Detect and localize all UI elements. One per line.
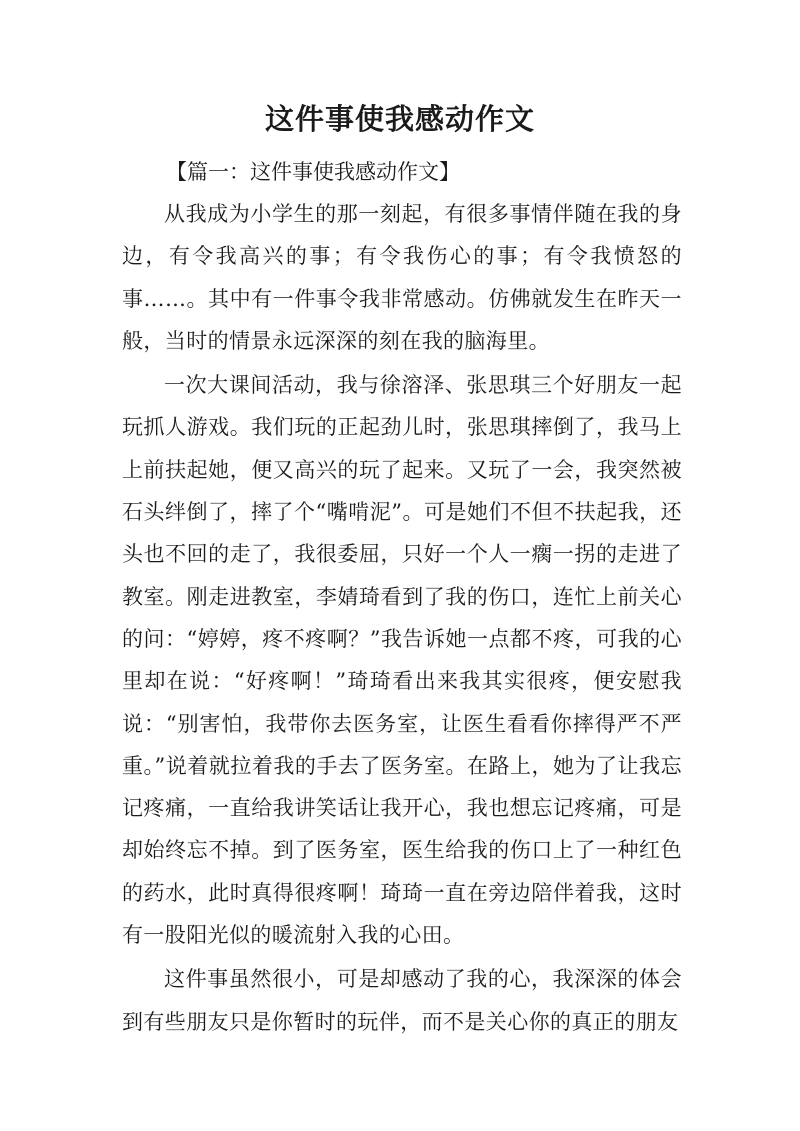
paragraph: 从我成为小学生的那一刻起，有很多事情伴随在我的身边，有令我高兴的事；有令我伤心的事；有令我愤怒的事……。其中有一件事令我非常感动。仿佛就发生在昨天一般，当时的情景永远深深的刻在我的脑海里。 bbox=[122, 202, 682, 353]
paragraph: 一次大课间活动，我与徐溶泽、张思琪三个好朋友一起玩抓人游戏。我们玩的正起劲儿时，张思琪摔倒了，我马上上前扶起她，便又高兴的玩了起来。又玩了一会，我突然被石头绊倒了，摔了个“嘴啃泥”。可是她们不但不扶起我，还头也不回的走了，我很委屈，只好一个人一瘸一拐的走进了教室。刚走进教室，李婧琦看到了我的伤口，连忙上前关心的问：“婷婷，疼不疼啊？”我告诉她一点都不疼，可我的心里却在说：“好疼啊！”琦琦看出来我其实很疼，便安慰我说：“别害怕，我带你去医务室，让医生看看你摔得严不严重。”说着就拉着我的手去了医务室。在路上，她为了让我忘记疼痛，一直给我讲笑话让我开心，我也想忘记疼痛，可是却始终忘不掉。到了医务室，医生给我的伤口上了一种红色的药水，此时真得很疼啊！琦琦一直在旁边陪伴着我，这时有一股阳光似的暖流射入我的心田。 bbox=[122, 373, 682, 948]
section-heading: 【篇一：这件事使我感动作文】 bbox=[166, 160, 460, 184]
paragraph: 这件事虽然很小，可是却感动了我的心，我深深的体会到有些朋友只是你暂时的玩伴，而不是关心你的真正的朋友 bbox=[122, 967, 682, 1034]
document-title: 这件事使我感动作文 bbox=[264, 102, 535, 136]
body-text bbox=[122, 193, 682, 1043]
